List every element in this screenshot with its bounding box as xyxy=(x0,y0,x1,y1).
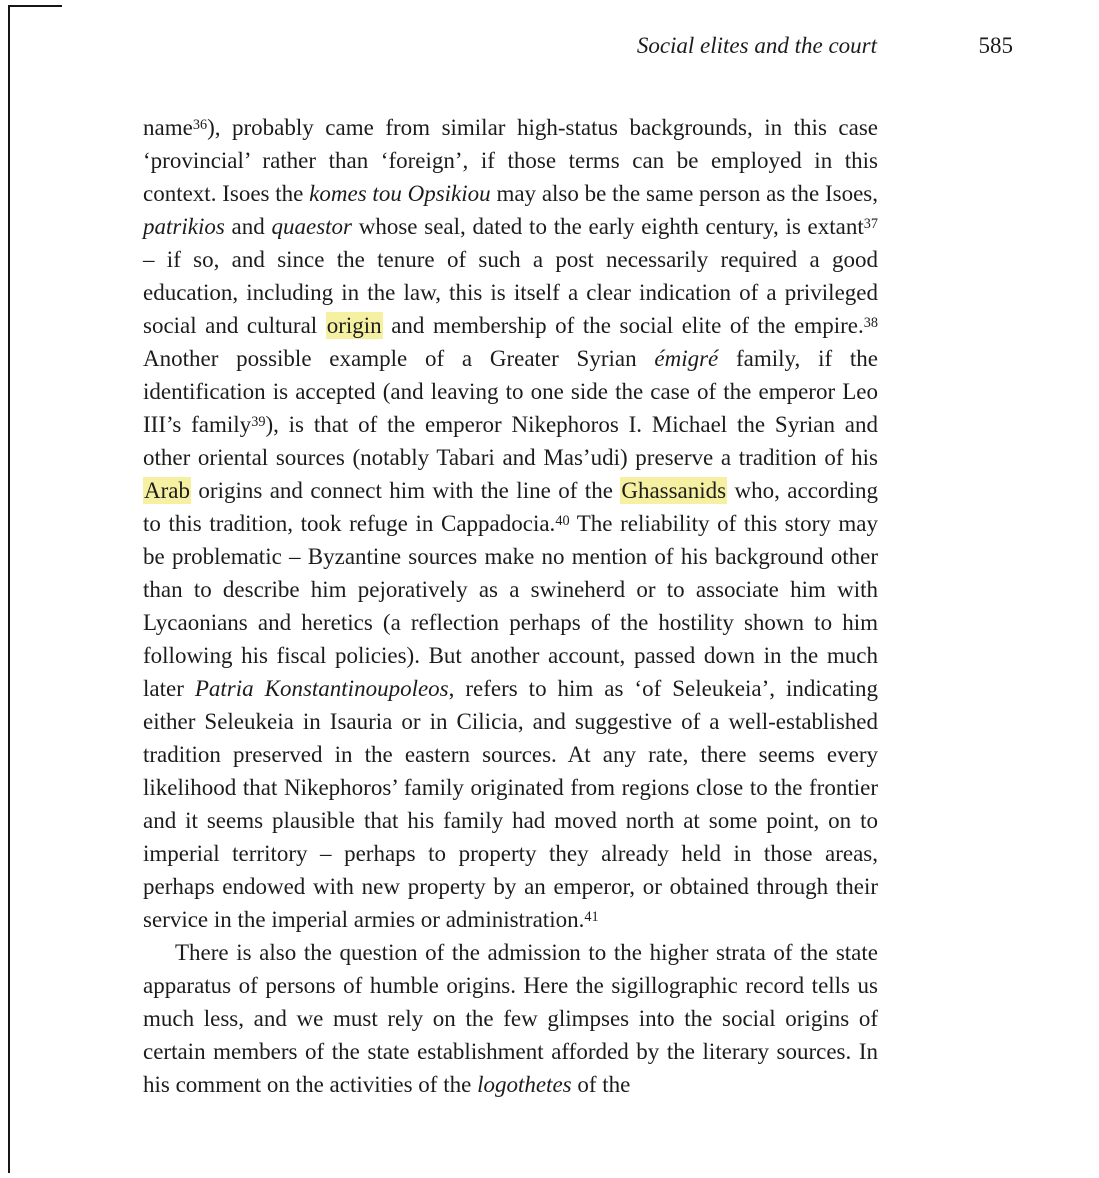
text-run: origins and connect him with the line of the xyxy=(190,478,621,503)
text-run: , refers to him as ‘of Seleukeia’, indicating either Seleukeia in Isauria or in Cilicia, and suggestive of a well-established tradition preserved in the eastern sources. At any rate, there seems every likelihood that Nikephoros’ family originated from regions close to the frontier and it seems plausible that his family had moved north at some point, on to imperial territory – perhaps to property they already held in those areas, perhaps endowed with new property by an emperor, or obtained through their service in the imperial armies or administration. xyxy=(143,676,879,932)
footnote-ref: 37 xyxy=(863,215,878,232)
scan-edge-left xyxy=(8,5,10,1173)
running-head-title: Social elites and the court xyxy=(636,33,877,58)
text-run: émigré xyxy=(654,346,719,371)
text-run: may also be the same person as the Isoes, xyxy=(490,181,878,206)
footnote-ref: 38 xyxy=(863,314,879,331)
paragraph xyxy=(143,936,878,1101)
text-run: logothetes xyxy=(477,1072,572,1097)
text-run: name xyxy=(143,115,193,140)
text-run: Patria Konstantinoupoleos xyxy=(194,676,449,701)
text-run: and xyxy=(224,214,272,239)
highlighted-text: Arab xyxy=(144,478,190,503)
text-run: – if so, and since the tenure of such a post necessarily required a good education, including in the law, this is itself a clear indication of a privileged social and cultural xyxy=(143,247,878,338)
text-run: Another possible example of a Greater Syrian xyxy=(143,346,655,371)
footnote-ref: 40 xyxy=(555,512,570,529)
text-run: who, according to this tradition, took refuge in Cappadocia. xyxy=(143,478,878,536)
running-header xyxy=(143,33,1013,61)
footnote-ref: 39 xyxy=(251,413,266,430)
text-run: quaestor xyxy=(271,214,352,239)
text-run: and membership of the social elite of the empire. xyxy=(382,313,864,338)
text-run: family, if the identification is accepted (and leaving to one side the case of the emperor Leo III’s family xyxy=(143,346,878,437)
paragraph xyxy=(143,111,878,936)
text-run: komes tou Opsikiou xyxy=(309,181,491,206)
text-run: There is also the question of the admission to the higher strata of the state apparatus of persons of humble origins. Here the sigillographic record tells us much less, and we must rely on the few glimpses into the social origins of certain members of the state establishment afforded by the literary sources. In his comment on the activities of the xyxy=(143,940,878,1097)
text-run: The reliability of this story may be problematic – Byzantine sources make no mention of his background other than to describe him pejoratively as a swineherd or to associate him with Lycaonians and heretics (a reflection perhaps of the hostility shown to him following his fiscal policies). But another account, passed down in the much later xyxy=(143,511,878,701)
page-number: 585 xyxy=(978,33,1013,58)
text-run: patrikios xyxy=(143,214,225,239)
text-block xyxy=(143,111,878,1101)
footnote-ref: 36 xyxy=(192,116,208,133)
text-run: of the xyxy=(571,1072,631,1097)
text-run: ), is that of the emperor Nikephoros I. Michael the Syrian and other oriental sources (notably Tabari and Mas’udi) preserve a tradition of his xyxy=(143,412,879,470)
text-run: ), probably came from similar high-status backgrounds, in this case ‘provincial’ rather than ‘foreign’, if those terms can be employed in this context. Isoes the xyxy=(143,115,878,206)
footnote-ref: 41 xyxy=(584,908,599,925)
highlighted-text: origin xyxy=(326,313,382,338)
highlighted-text: Ghassanids xyxy=(621,478,727,503)
scan-edge-top xyxy=(8,5,62,7)
text-run: whose seal, dated to the early eighth century, is extant xyxy=(351,214,864,239)
